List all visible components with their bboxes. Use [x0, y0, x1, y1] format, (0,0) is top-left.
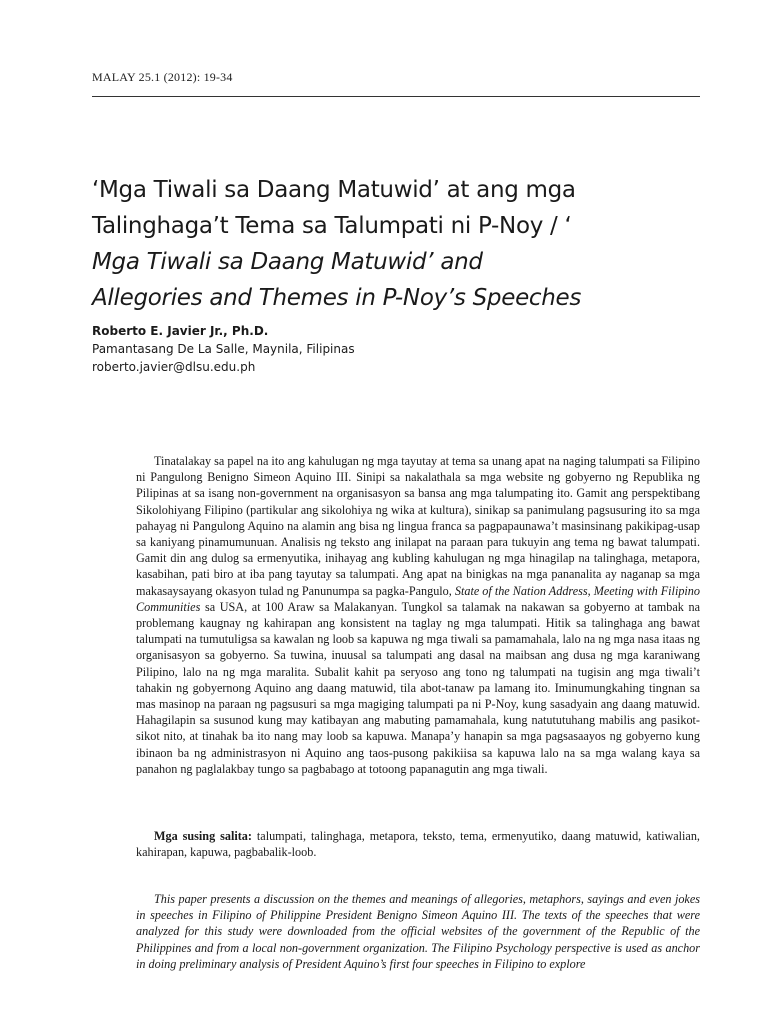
abstract-english-text: This paper presents a discussion on the themes and meanings of allegories, metaphors, sayings and even jokes in speeches in Filipino of Philippine President Benigno Simeon Aquino III. The texts of the speeches that were analyzed for this study were downloaded from the official websites of the government of the Republic of the Philippines and from a local non-government organization. The Filipino Psychology perspective is used as anchor in doing preliminary analysis of President Aquino’s first four speeches in Filipino to explore	[136, 892, 700, 971]
running-head: MALAY 25.1 (2012): 19-34	[92, 70, 233, 84]
keywords-label: Mga susing salita:	[154, 829, 252, 843]
header-rule	[92, 96, 700, 97]
title-line-1: ‘Mga Tiwali sa Daang Matuwid’ at ang mga	[92, 177, 576, 203]
abstract-filipino	[136, 453, 700, 777]
abstract-english	[136, 891, 700, 972]
article-title	[92, 172, 652, 316]
author-affiliation: Pamantasang De La Salle, Maynila, Filipinas	[92, 342, 355, 356]
abstract-text-part-1: Tinatalakay sa papel na ito ang kahulugan ng mga tayutay at tema sa unang apat na naging talumpati sa Filipino ni Pangulong Benigno Simeon Aquino III. Sinipi sa nakalathala sa mga website ng gobyerno ng Republika ng Pilipinas at sa isang non-government na organisasyon sa bansa ang mga talumpating ito. Gamit ang perspektibang Sikolohiyang Filipino (partikular ang sikolohiya ng wika at kultura), sinikap sa panimulang pagsusuring ito sa mga pahayag ni Pangulong Aquino na alamin ang bisa ng lingua franca sa pagpapaunawa’t masinsinang pakikipag-usap sa kaniyang pinamumunuan. Analisis ng teksto ang inilapat na paraan para tukuyin ang tema ng bawat talumpati. Gamit din ang dulog sa ermenyutika, inihayag ang kubling kahulugan ng mga hinagilap na talinghaga, metapora, kasabihan, pati biro at iba pang tayutay sa talumpati. Ang apat na binigkas na mga pananalita ay naganap sa mga makasaysayang okasyon tulad ng Panunumpa sa pagka-Pangulo,	[136, 454, 700, 598]
abstract-text-part-2: sa USA, at 100 Araw sa Malakanyan. Tungkol sa talamak na nakawan sa gobyerno at tambak na problemang kaugnay ng kahirapan ang konsistent na taglay ng mga talumpati. Hitik sa talinghaga ang bawat talumpati na tumutuligsa sa kawalan ng loob sa kapuwa ng mga tiwali sa pamamahala, lalo na ng mga nasa itaas ng organisasyon sa gobyerno. Sa tuwina, inuusal sa talumpati ang dasal na maibsan ang dusa ng mga karaniwang Pilipino, lalo na ng mga maralita. Subalit kahit pa seryoso ang tono ng talumpati na tugisin ang mga tiwali’t tahakin ng gobyernong Aquino ang daang matuwid, tila abot-tanaw pa lamang ito. Iminumungkahing tingnan sa mas masinop na paraan ng pagsusuri sa mga magiging talumpati pa ni P-Noy, kung sasadyain ang daang matuwid. Hahagilapin sa susunod kung may katibayan ang mabuting pamamahala, kung natututuhang mabilis ang pasikot-sikot nito, at tinahak ba ito nang may loob sa kapuwa. Manapa’y hanapin sa mga pagsasaayos ng gobyerno kung ibinaon ba ng administrasyon ni Aquino ang taos-pusong pakikiisa sa kapuwa lalo na sa mga walang kaya sa panahon ng paglalakbay tungo sa pagbabago at totoong papanagutin ang mga tiwali.	[136, 599, 700, 776]
keywords	[136, 828, 700, 860]
title-line-3: Mga Tiwali sa Daang Matuwid’ and	[92, 249, 483, 275]
author-email: roberto.javier@dlsu.edu.ph	[92, 360, 256, 374]
abstract-italic-events: State of the Nation Address, Meeting with Filipino Communities	[136, 583, 700, 614]
title-line-4: Allegories and Themes in P-Noy’s Speeches	[92, 285, 582, 311]
author-name: Roberto E. Javier Jr., Ph.D.	[92, 324, 269, 338]
author-block	[92, 322, 652, 376]
keywords-text: talumpati, talinghaga, metapora, teksto, tema, ermenyutiko, daang matuwid, katiwalian, kahirapan, kapuwa, pagbabalik-loob.	[136, 829, 700, 860]
title-line-2: Talinghaga’t Tema sa Talumpati ni P-Noy / ‘	[92, 213, 572, 239]
